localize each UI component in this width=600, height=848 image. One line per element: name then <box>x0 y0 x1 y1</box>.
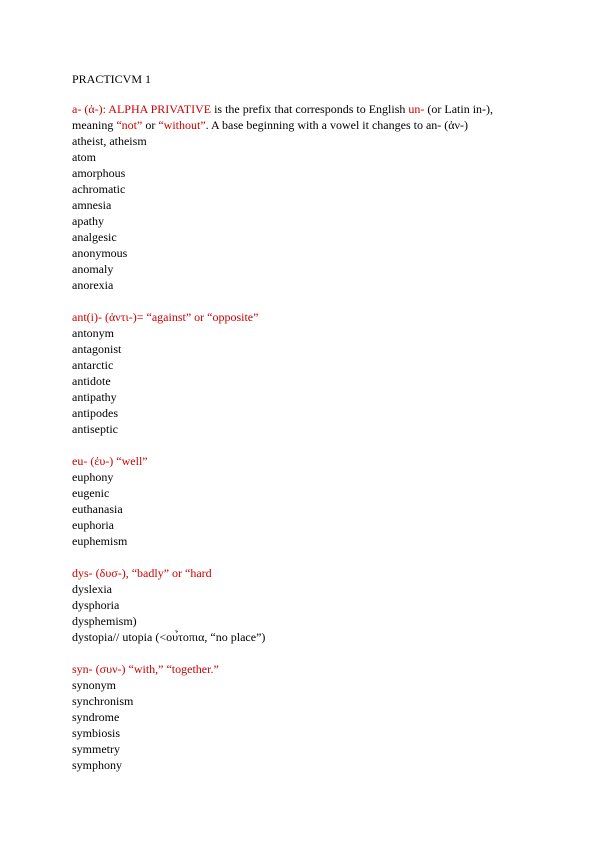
prefix-text: a- (ἀ-): <box>72 102 106 116</box>
un-prefix-text: un- <box>408 102 425 116</box>
list-item: anonymous <box>72 246 128 260</box>
not-text: “not” <box>116 118 143 132</box>
list-item: antipathy <box>72 390 117 404</box>
section-heading: dys- (δυσ-), “badly” or “hard <box>72 566 212 580</box>
list-item: amorphous <box>72 166 126 180</box>
list-item: syndrome <box>72 710 120 724</box>
section-heading <box>72 101 532 133</box>
list-item: antiseptic <box>72 422 118 436</box>
word-list <box>72 581 532 645</box>
list-item: synonym <box>72 678 117 692</box>
section-syn <box>72 661 532 773</box>
list-item: achromatic <box>72 182 126 196</box>
list-item: dysphemism) <box>72 614 137 628</box>
section-heading: ant(i)- (ἀντι-)= “against” or “opposite” <box>72 310 259 324</box>
word-list <box>72 325 532 437</box>
list-item: antonym <box>72 326 114 340</box>
description-text: is the prefix that corresponds to English <box>211 102 409 116</box>
list-item: euphemism <box>72 534 128 548</box>
word-list <box>72 133 532 293</box>
or-text: or <box>142 118 159 132</box>
list-item: synchronism <box>72 694 134 708</box>
word-list <box>72 469 532 549</box>
section-heading: syn- (συν-) “with,” “together.” <box>72 662 219 676</box>
description-text: . A base beginning with a vowel it changes to an- (ἀν-) <box>205 118 468 132</box>
list-item: atom <box>72 150 96 164</box>
section-dys <box>72 565 532 645</box>
list-item: euphoria <box>72 518 114 532</box>
list-item: dysphoria <box>72 598 120 612</box>
list-item: symphony <box>72 758 123 772</box>
list-item: anomaly <box>72 262 114 276</box>
document-page <box>72 71 532 789</box>
list-item: symbiosis <box>72 726 121 740</box>
list-item: atheist, atheism <box>72 134 147 148</box>
list-item: symmetry <box>72 742 120 756</box>
list-item: antidote <box>72 374 111 388</box>
list-item: amnesia <box>72 198 112 212</box>
list-item: dyslexia <box>72 582 112 596</box>
section-eu <box>72 453 532 549</box>
section-anti <box>72 309 532 437</box>
word-list <box>72 677 532 773</box>
description-text: (or Latin in-), meaning <box>72 102 497 132</box>
list-item: antipodes <box>72 406 118 420</box>
list-item: eugenic <box>72 486 110 500</box>
list-item: euphony <box>72 470 114 484</box>
without-text: “without” <box>158 118 206 132</box>
list-item: apathy <box>72 214 104 228</box>
list-item: antarctic <box>72 358 114 372</box>
section-heading: eu- (ἐυ-) “well” <box>72 454 148 468</box>
alpha-privative-label: ALPHA PRIVATIVE <box>108 102 212 116</box>
list-item: euthanasia <box>72 502 123 516</box>
list-item: analgesic <box>72 230 117 244</box>
list-item: dystopia// utopia (<ου̉τοπια, “no place”) <box>72 630 266 644</box>
section-alpha-privative <box>72 101 532 293</box>
page-title: PRACTICVM 1 <box>72 72 152 86</box>
list-item: anorexia <box>72 278 114 292</box>
list-item: antagonist <box>72 342 122 356</box>
